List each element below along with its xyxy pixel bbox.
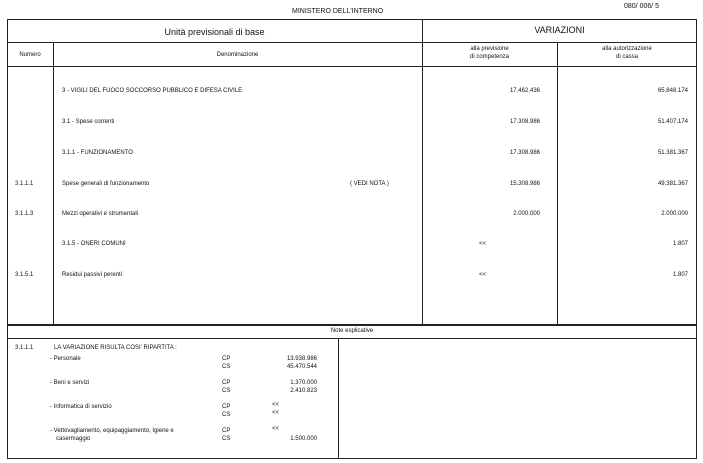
col-header-cassa-line1: alla autorizzazione	[602, 46, 652, 52]
row-denominazione: 3.1 - Spese correnti	[62, 119, 115, 125]
notes-item-label: - Informatica di servizio	[50, 404, 112, 410]
notes-col-divider	[338, 338, 339, 459]
notes-item-tipo: CP	[222, 428, 231, 434]
notes-title: Note esplicative	[330, 328, 374, 334]
row-numero: 3.1.1.3	[15, 211, 34, 217]
notes-item-valore: 45.470.544	[286, 364, 317, 370]
row-competenza: 2.000.000	[513, 211, 540, 217]
title-unita-previsionali: Unità previsionali di base	[164, 27, 265, 37]
notes-item-label: - Vettovagliamento, equipaggiamento, Igiene e	[50, 428, 174, 434]
notes-title-divider	[7, 338, 697, 339]
col-divider-numero	[53, 42, 54, 325]
ministry-header: MINISTERO DELL'INTERNO	[292, 8, 384, 15]
row-competenza: <<	[479, 241, 487, 247]
notes-item-tipo: CS	[222, 436, 231, 442]
row-competenza: <<	[479, 272, 487, 278]
col-header-competenza	[422, 45, 557, 61]
main-table	[7, 19, 697, 325]
row-denominazione: Mezzi operativi e strumentali	[62, 211, 139, 217]
row-denominazione: 3.1.5 - ONERI COMUNI	[62, 241, 126, 247]
notes-heading: LA VARIAZIONE RISULTA COSI' RIPARTITA :	[54, 345, 177, 351]
row-competenza: 15.308.986	[509, 181, 540, 187]
col-header-numero: Numero	[19, 52, 41, 58]
col-header-competenza-line1: alla previsione	[470, 46, 509, 52]
notes-item-label: - Personale	[50, 356, 81, 362]
row-numero: 3.1.1.1	[15, 181, 34, 187]
notes-item-valore: 13.938.986	[286, 356, 317, 362]
col-header-cassa-line2: di cassa	[615, 54, 638, 60]
col-divider-cassa	[557, 42, 558, 325]
row-competenza: 17.308.986	[509, 119, 540, 125]
row-cassa: 1.807	[672, 241, 688, 247]
row-cassa: 1.807	[672, 272, 688, 278]
col-header-denominazione: Denominazione	[216, 52, 259, 58]
col-header-competenza-line2: di competenza	[469, 54, 510, 60]
notes-numero: 3.1.1.1	[15, 345, 34, 351]
row-cassa: 51.407.174	[657, 119, 688, 125]
notes-item-valore: <<	[272, 402, 280, 408]
row-numero: 3.1.5.1	[15, 272, 34, 278]
header-divider-1	[7, 42, 697, 43]
col-divider-variazioni	[422, 19, 423, 325]
title-variazioni: VARIAZIONI	[534, 25, 585, 35]
notes-item-tipo: CP	[222, 404, 231, 410]
notes-item-tipo: CP	[222, 380, 231, 386]
notes-item-tipo: CS	[222, 412, 231, 418]
notes-item-valore: <<	[272, 410, 280, 416]
notes-item-valore: 2.410.823	[290, 388, 317, 394]
row-cassa: 2.000.000	[661, 211, 688, 217]
notes-item-valore: 1.370.000	[290, 380, 317, 386]
notes-item-valore: 1.500.000	[290, 436, 317, 442]
col-header-cassa	[557, 45, 697, 61]
row-cassa: 49.381.367	[657, 181, 688, 187]
row-nota: ( VEDI NOTA )	[350, 181, 389, 187]
notes-item-tipo: CS	[222, 364, 231, 370]
document-code: 080/ 006/ 5	[624, 3, 660, 10]
row-denominazione: Residui passivi perenti	[62, 272, 123, 278]
notes-item-label-continued: casermaggio	[56, 436, 91, 442]
notes-item-label: - Beni e servizi	[50, 380, 90, 386]
notes-item-tipo: CS	[222, 388, 231, 394]
row-competenza: 17.462.436	[509, 88, 540, 94]
row-denominazione: 3.1.1 - FUNZIONAMENTO	[62, 150, 133, 156]
notes-item-tipo: CP	[222, 356, 231, 362]
row-denominazione: 3 - VIGILI DEL FUOCO SOCCORSO PUBBLICO E DIFESA CIVILE	[62, 88, 243, 94]
notes-item-valore: <<	[272, 426, 280, 432]
row-competenza: 17.308.986	[509, 150, 540, 156]
header-divider-2	[7, 66, 697, 67]
row-cassa: 51.381.367	[657, 150, 688, 156]
row-cassa: 65.848.174	[657, 88, 688, 94]
row-denominazione: Spese generali di funzionamento	[62, 181, 150, 187]
